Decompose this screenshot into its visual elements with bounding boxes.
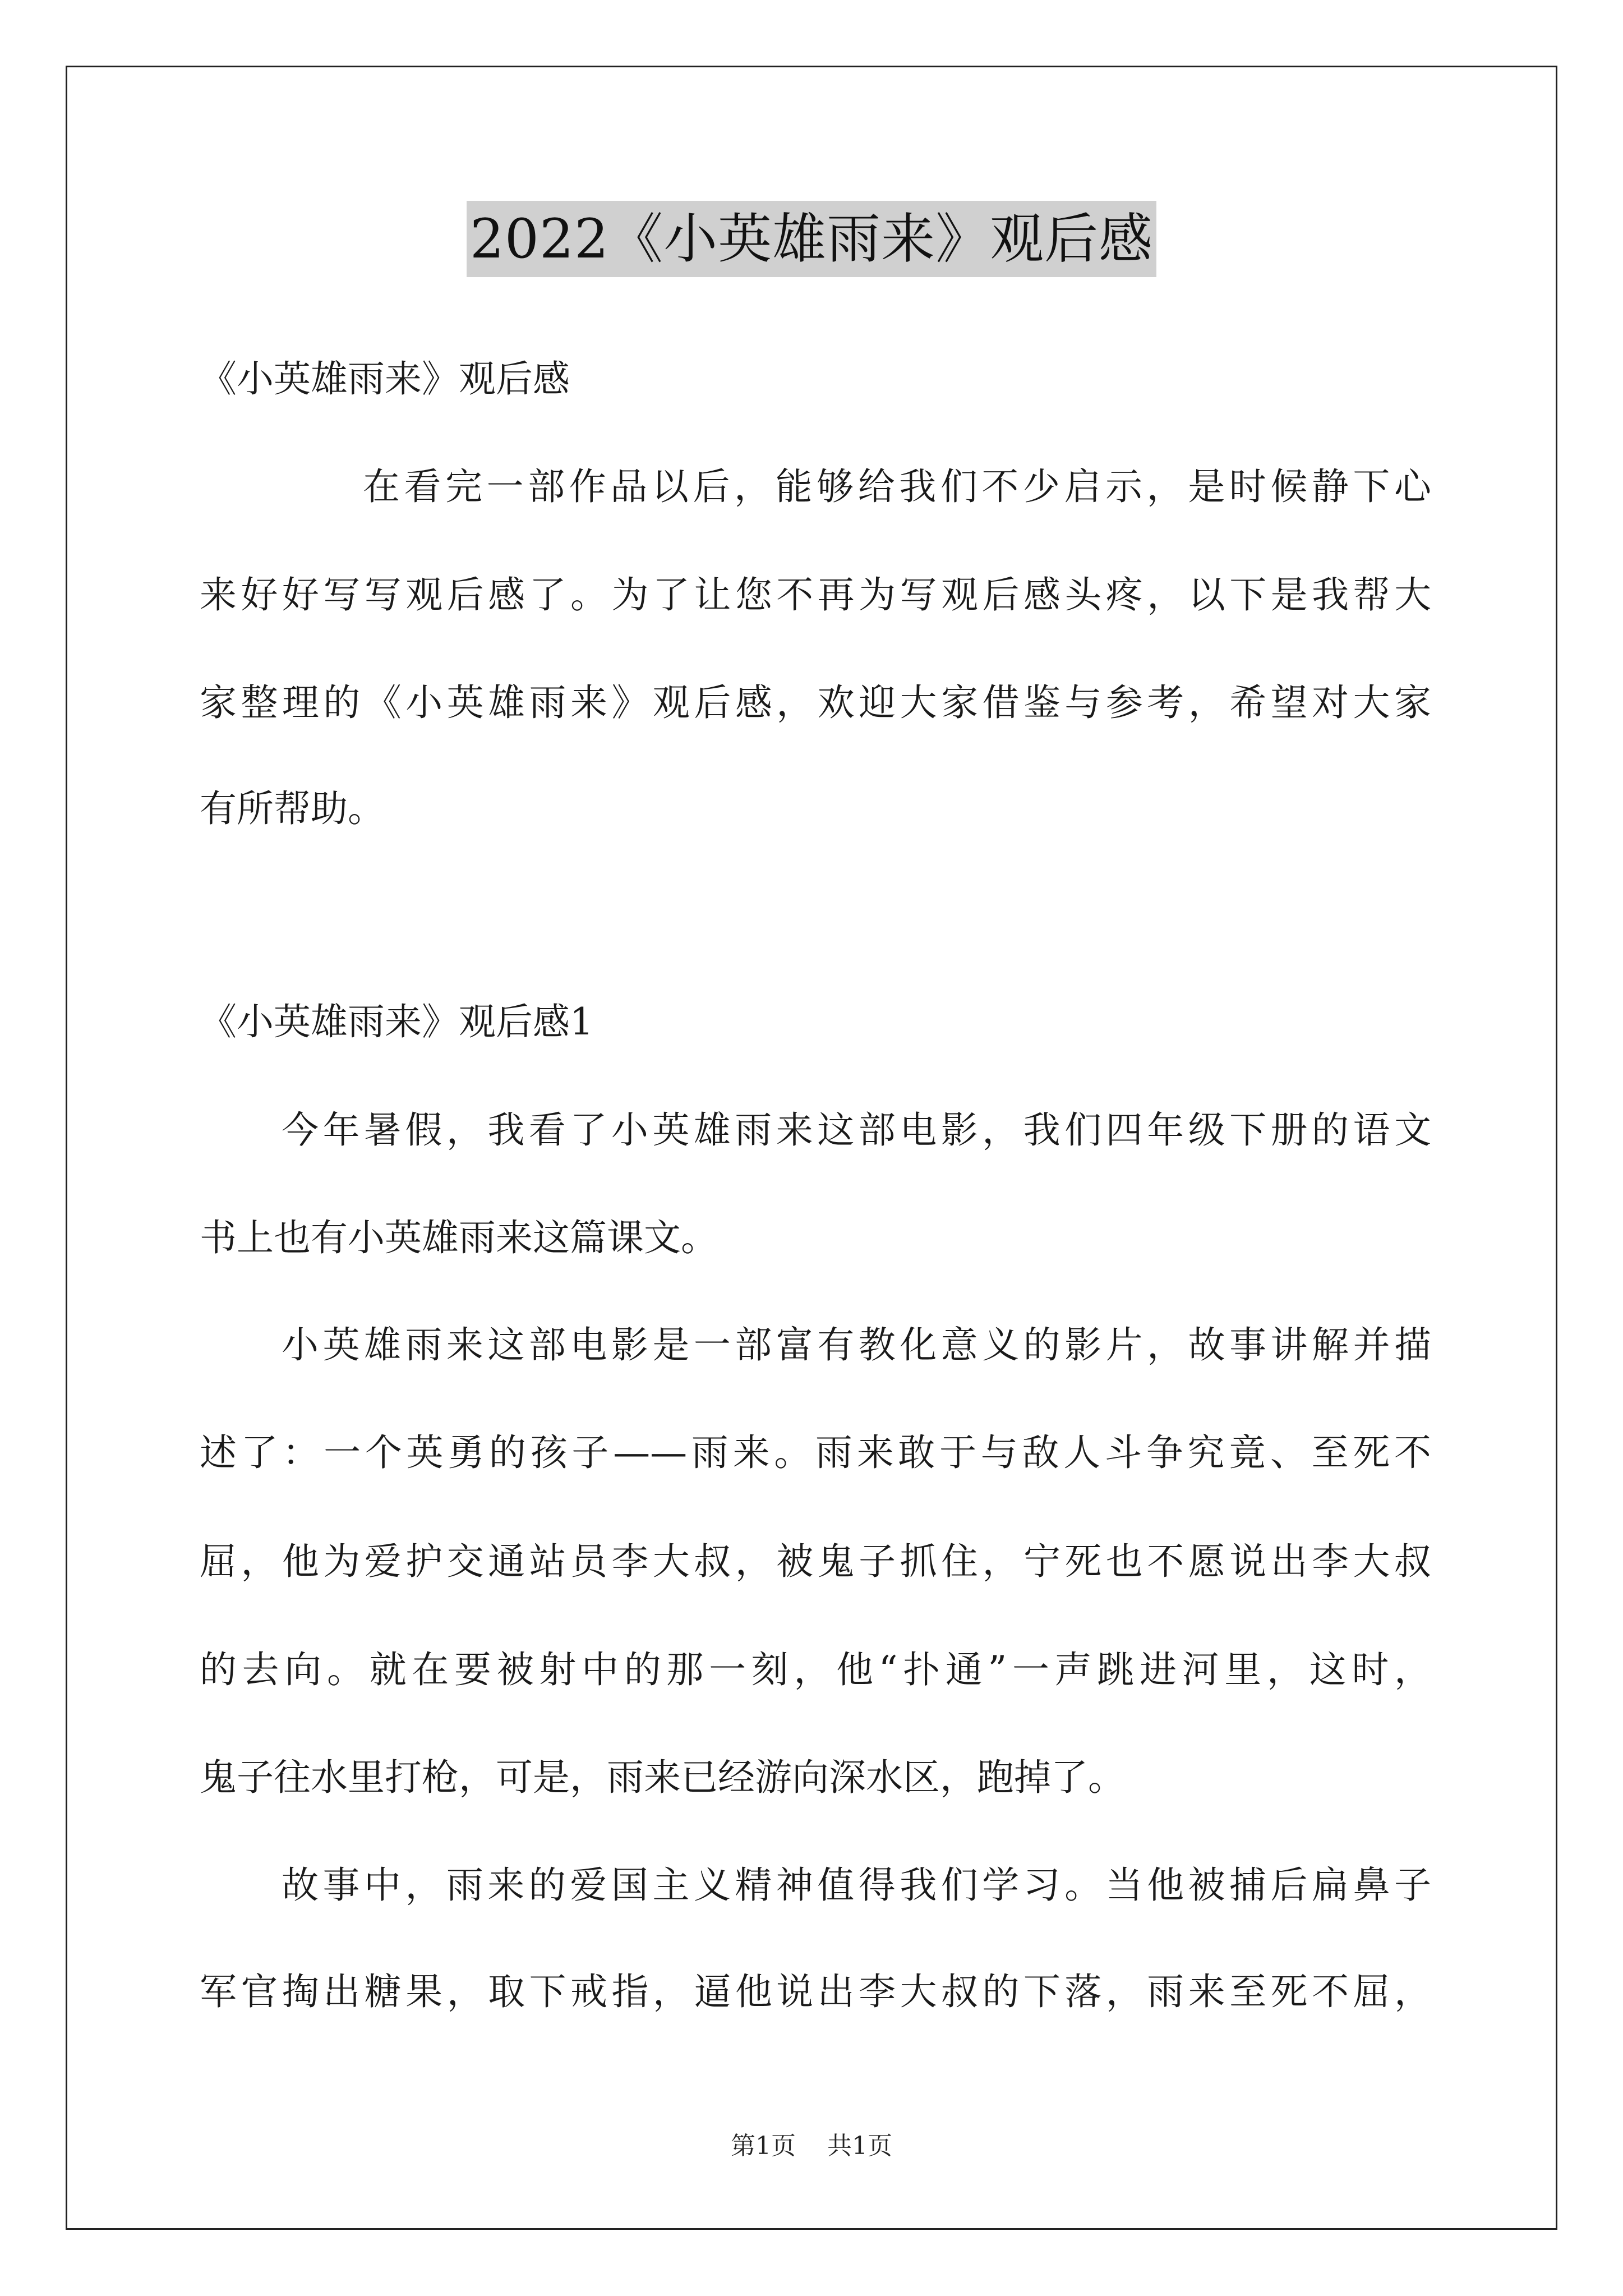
paragraph-line: 有所帮助。 (200, 787, 385, 830)
page-footer (0, 2129, 1623, 2163)
document-title: 2022《小英雄雨来》观后感 (467, 201, 1156, 277)
title-container (0, 201, 1623, 277)
paragraph-line: 书上也有小英雄雨来这篇课文。 (200, 1216, 718, 1259)
paragraph-line: 屈，他为爱护交通站员李大叔，被鬼子抓住，宁死也不愿说出李大叔 (200, 1540, 1431, 1583)
page-number: 第1页 (731, 2132, 796, 2160)
paragraph-line: 今年暑假，我看了小英雄雨来这部电影，我们四年级下册的语文 (282, 1108, 1431, 1152)
paragraph-line: 小英雄雨来这部电影是一部富有教化意义的影片，故事讲解并描 (282, 1323, 1431, 1366)
paragraph-line: 的去向。就在要被射中的那一刻，他“扑通”一声跳进河里，这时， (200, 1648, 1431, 1691)
paragraph-line: 鬼子往水里打枪，可是，雨来已经游向深水区，跑掉了。 (200, 1756, 1125, 1799)
section-heading-intro: 《小英雄雨来》观后感 (200, 357, 570, 401)
paragraph-line: 在看完一部作品以后，能够给我们不少启示，是时候静下心 (363, 465, 1431, 508)
paragraph-line: 军官掏出糖果，取下戒指，逼他说出李大叔的下落，雨来至死不屈， (200, 1970, 1431, 2013)
page-total: 共1页 (827, 2132, 892, 2160)
section-heading-1: 《小英雄雨来》观后感1 (200, 1000, 593, 1043)
paragraph-line: 述了：一个英勇的孩子——雨来。雨来敢于与敌人斗争究竟、至死不 (200, 1431, 1431, 1474)
paragraph-line: 家整理的《小英雄雨来》观后感，欢迎大家借鉴与参考，希望对大家 (200, 681, 1431, 724)
paragraph-line: 来好好写写观后感了。为了让您不再为写观后感头疼，以下是我帮大 (200, 573, 1431, 616)
paragraph-line: 故事中，雨来的爱国主义精神值得我们学习。当他被捕后扁鼻子 (282, 1864, 1431, 1907)
